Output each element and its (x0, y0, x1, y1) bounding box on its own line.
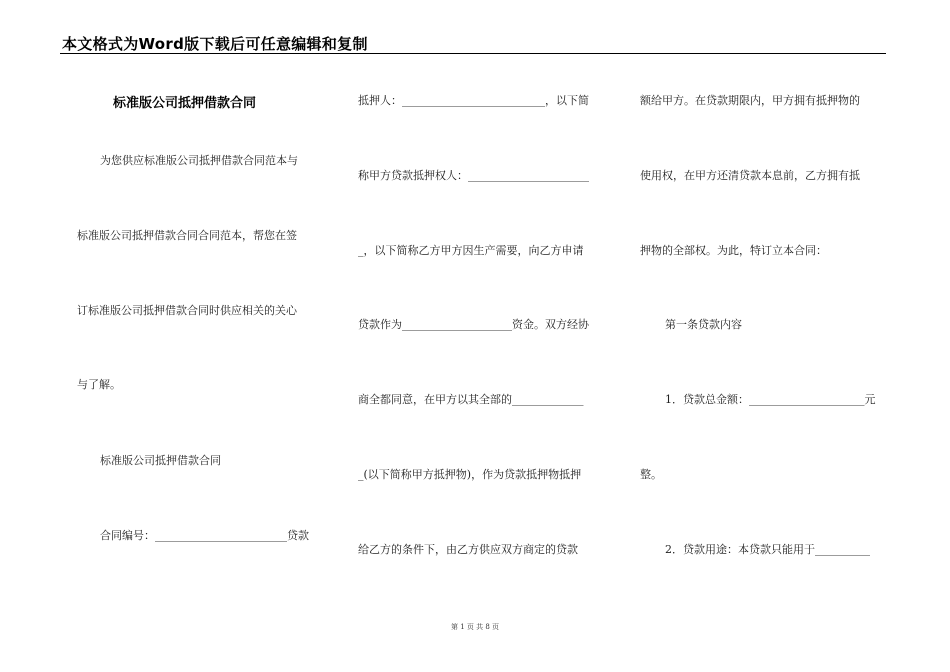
section-heading: 第一条贷款内容 (665, 318, 742, 331)
loan-purpose-line: 2．贷款用途：本贷款只能用于__________ (665, 543, 870, 556)
paragraph-line: _(以下简称甲方抵押物)，作为贷款抵押物抵押 (358, 468, 582, 481)
page-number-footer: 第 1 页 共 8 页 (450, 623, 500, 631)
header-title: 本文格式为Word版下载后可任意编辑和复制 (62, 35, 368, 53)
paragraph-line: 标准版公司抵押借款合同合同范本，帮您在签 (77, 229, 297, 242)
paragraph-line: 订标准版公司抵押借款合同时供应相关的关心 (77, 304, 297, 317)
contract-subtitle: 标准版公司抵押借款合同 (100, 454, 221, 467)
paragraph-line: 称甲方贷款抵押权人：______________________ (358, 169, 589, 182)
paragraph-line: 与了解。 (77, 378, 121, 391)
paragraph-line: 贷款作为____________________资金。双方经协 (358, 318, 589, 331)
paragraph-line: 给乙方的条件下，由乙方供应双方商定的贷款 (358, 543, 578, 556)
contract-number-line: 合同编号：________________________贷款 (100, 529, 309, 542)
column-2 (340, 0, 620, 672)
document-title: 标准版公司抵押借款合同 (113, 96, 257, 111)
paragraph-line: 押物的全部权。为此，特订立本合同： (640, 244, 827, 257)
column-3 (620, 0, 890, 672)
paragraph-line: 额给甲方。在贷款期限内，甲方拥有抵押物的 (640, 94, 860, 107)
column-1 (0, 0, 330, 672)
paragraph-line: _，以下简称乙方甲方因生产需要，向乙方申请 (358, 244, 584, 257)
paragraph-line: 整。 (640, 468, 662, 481)
loan-amount-line: 1．贷款总金额：_____________________元 (665, 393, 876, 406)
paragraph-line: 商全都同意，在甲方以其全部的_____________ (358, 393, 584, 406)
paragraph-line: 使用权，在甲方还清贷款本息前，乙方拥有抵 (640, 169, 860, 182)
paragraph-line: 为您供应标准版公司抵押借款合同范本与 (100, 154, 298, 167)
paragraph-line: 抵押人：__________________________，以下简 (358, 94, 589, 107)
